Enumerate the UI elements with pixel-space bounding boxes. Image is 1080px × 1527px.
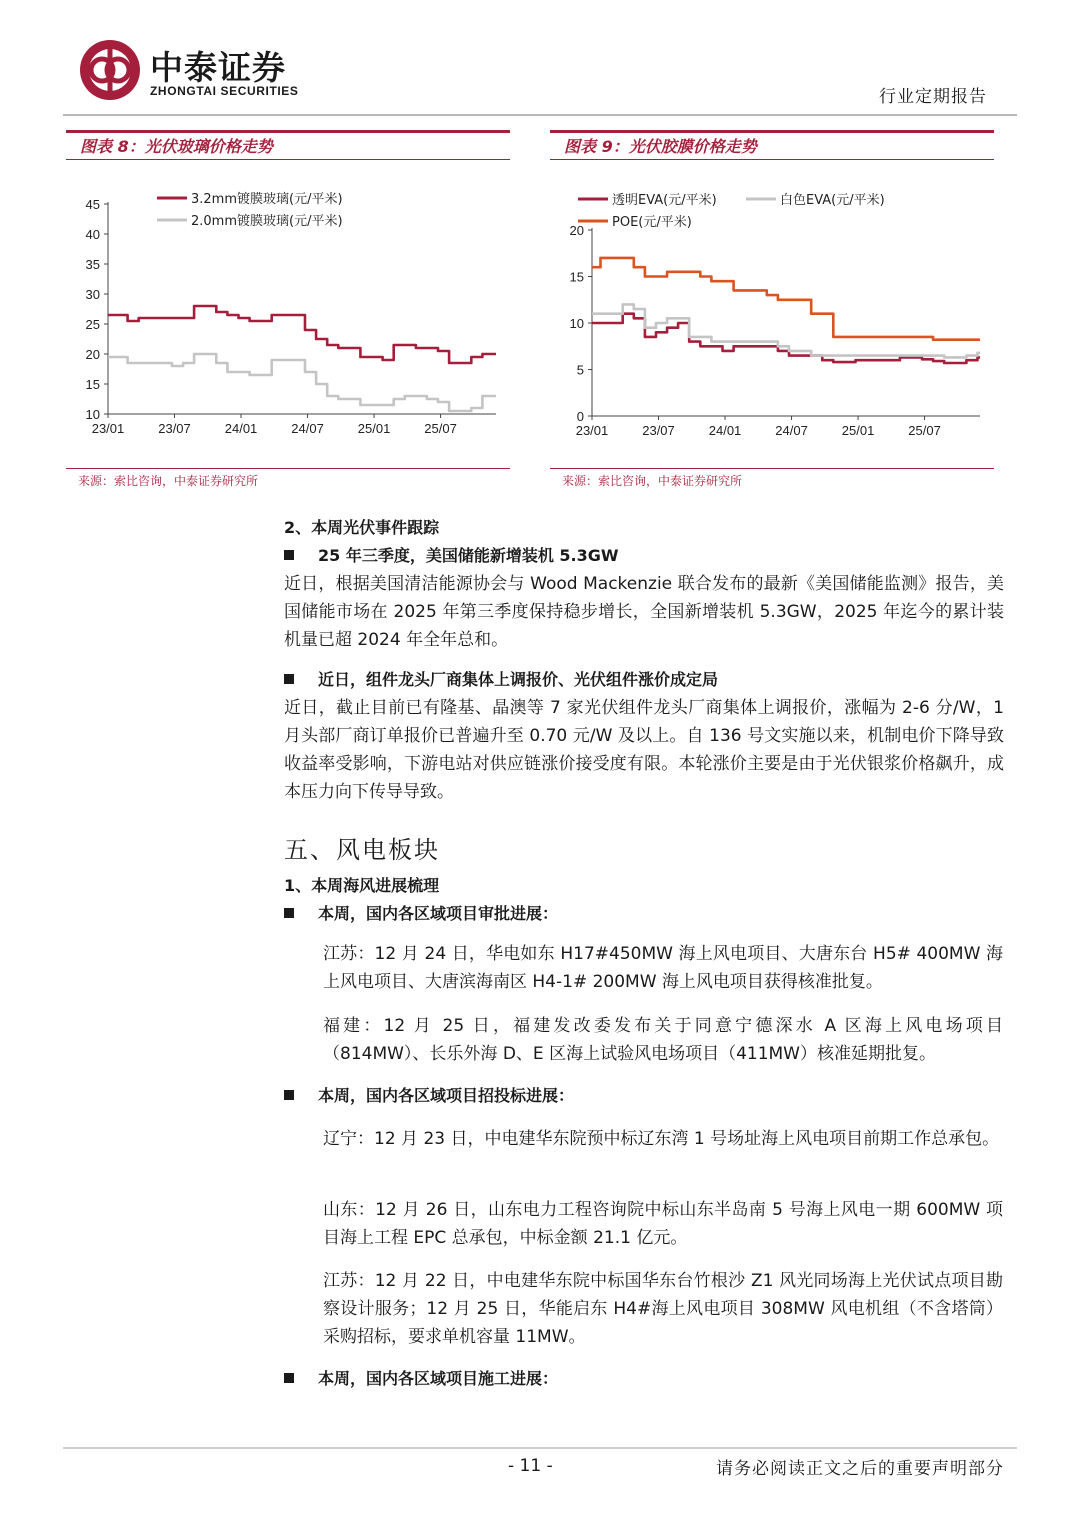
- y-tick-label: 10: [569, 316, 584, 331]
- paragraph-jiangsu-approval: 江苏：12 月 24 日，华电如东 H17#450MW 海上风电项目、大唐东台 H5# 400MW 海上风电项目、大唐滨海南区 H4-1# 200MW 海上风电项目获得核准批复。: [323, 944, 1003, 992]
- page-header: [0, 0, 1080, 120]
- x-tick-label: 23/07: [642, 423, 675, 438]
- page-number: - 11 -: [508, 1456, 553, 1476]
- sub-heading: 1、本周海风进展梳理: [284, 876, 440, 895]
- x-tick-label: 25/07: [424, 421, 457, 436]
- chart-panel-glass: [66, 130, 510, 492]
- legend-label: 3.2mm镀膜玻璃(元/平米): [191, 192, 343, 207]
- y-tick-label: 20: [569, 223, 584, 238]
- y-tick-label: 5: [576, 362, 584, 378]
- x-tick-label: 24/07: [291, 421, 324, 436]
- chart-title: 图表 9：光伏胶膜价格走势: [550, 133, 994, 160]
- construction-heading-block: [284, 1365, 1004, 1393]
- bullet-text: 本周，国内各区域项目审批进展：: [318, 904, 559, 923]
- footer-divider: [63, 1447, 1017, 1449]
- x-tick-label: 25/07: [908, 423, 941, 438]
- bullet-heading: [284, 542, 1004, 570]
- bidding-heading-block: [284, 1082, 1004, 1110]
- chart-panel-film: [550, 130, 994, 492]
- paragraph-fujian-approval: 福建：12 月 25 日，福建发改委发布关于同意宁德深水 A 区海上风电场项目（814MW）、长乐外海 D、E 区海上试验风电场项目（411MW）核准延期批复。: [323, 1016, 1003, 1064]
- footer-disclaimer: 请务必阅读正文之后的重要声明部分: [716, 1459, 1004, 1479]
- y-tick-label: 25: [85, 317, 100, 332]
- paragraph-jiangsu-bidding: 江苏：12 月 22 日，中电建华东院中标国华东台竹根沙 Z1 风光同场海上光伏试点项目勘察设计服务；12 月 25 日，华能启东 H4#海上风电项目 308MW 风电机组（不含塔筒）采购招标，要求单机容量 11MW。: [323, 1271, 1003, 1347]
- x-tick-label: 25/01: [357, 421, 391, 436]
- y-tick-label: 0: [576, 409, 584, 424]
- wind-section-intro: [284, 872, 1004, 928]
- square-bullet-icon: [284, 1373, 294, 1383]
- bullet-text: 本周，国内各区域项目招投标进展：: [318, 1086, 575, 1105]
- x-tick-label: 24/01: [708, 423, 742, 438]
- y-tick-label: 15: [569, 269, 584, 285]
- legend-label: POE(元/平米): [612, 215, 692, 230]
- chart-title: 图表 8：光伏玻璃价格走势: [66, 133, 510, 160]
- legend-label: 白色EVA(元/平米): [780, 193, 885, 208]
- section-heading: 五、风电板块: [284, 836, 440, 864]
- chart-source: 来源：索比咨询，中泰证券研究所: [66, 468, 510, 490]
- y-tick-label: 45: [85, 197, 100, 212]
- legend-label: 2.0mm镀膜玻璃(元/平米): [191, 214, 343, 229]
- bullet-heading: [284, 666, 1004, 694]
- x-tick-label: 25/01: [841, 423, 875, 438]
- paragraph: 近日，截止目前已有隆基、晶澳等 7 家光伏组件龙头厂商集体上调报价，涨幅为 2-6 分/W，1 月头部厂商订单报价已普遍升至 0.70 元/W 及以上。自 136 号文实施以来，机制电价下降导致收益率受影响，下游电站对供应链涨价接受度有限。本轮涨价主要是由于光伏银浆价格飙升，成本压力向下传导导致。: [284, 698, 1004, 802]
- paragraph-liaoning-bidding: 辽宁：12 月 23 日，中电建华东院预中标辽东湾 1 号场址海上风电项目前期工作总承包。: [323, 1129, 1000, 1149]
- series-line: [108, 354, 496, 411]
- x-tick-label: 24/07: [775, 423, 808, 438]
- y-tick-label: 10: [85, 407, 100, 422]
- bullet-text: 近日，组件龙头厂商集体上调报价、光伏组件涨价成定局: [318, 670, 719, 689]
- paragraph: 近日，根据美国清洁能源协会与 Wood Mackenzie 联合发布的最新《美国储能监测》报告，美国储能市场在 2025 年第三季度保持稳步增长，全国新增装机 5.3GW，2025 年迄今的累计装机量已超 2024 年全年总和。: [284, 574, 1004, 650]
- paragraph-shandong-bidding: 山东：12 月 26 日，山东电力工程咨询院中标山东半岛南 5 号海上风电一期 600MW 项目海上工程 EPC 总承包，中标金额 21.1 亿元。: [323, 1200, 1003, 1248]
- y-tick-label: 20: [85, 347, 100, 362]
- glass-price-chart: [66, 160, 510, 468]
- y-tick-label: 15: [85, 377, 100, 392]
- square-bullet-icon: [284, 1090, 294, 1100]
- brand-name-en: ZHONGTAI SECURITIES: [150, 84, 299, 98]
- film-price-chart: [550, 160, 994, 468]
- x-tick-label: 23/07: [158, 421, 191, 436]
- y-tick-label: 30: [85, 287, 100, 302]
- square-bullet-icon: [284, 550, 294, 560]
- square-bullet-icon: [284, 674, 294, 684]
- series-line: [592, 304, 980, 357]
- pv-events-section: [284, 514, 1004, 806]
- x-tick-label: 23/01: [91, 421, 125, 436]
- brand-name-cn: 中泰证券: [150, 48, 286, 87]
- square-bullet-icon: [284, 908, 294, 918]
- company-logo: [78, 38, 142, 102]
- series-line: [108, 306, 496, 363]
- report-type: 行业定期报告: [879, 87, 987, 107]
- bullet-text: 25 年三季度，美国储能新增装机 5.3GW: [318, 546, 619, 565]
- bullet-heading: [284, 1365, 1004, 1393]
- y-tick-label: 35: [85, 257, 100, 272]
- chart-source: 来源：索比咨询，中泰证券研究所: [550, 468, 994, 490]
- bullet-text: 本周，国内各区域项目施工进展：: [318, 1369, 559, 1388]
- bullet-heading: [284, 1082, 1004, 1110]
- sub-heading: 2、本周光伏事件跟踪: [284, 518, 440, 537]
- header-divider: [63, 114, 1017, 116]
- x-tick-label: 24/01: [224, 421, 258, 436]
- y-tick-label: 40: [85, 227, 100, 242]
- bullet-heading: [284, 900, 1004, 928]
- legend-label: 透明EVA(元/平米): [612, 193, 717, 208]
- x-tick-label: 23/01: [575, 423, 609, 438]
